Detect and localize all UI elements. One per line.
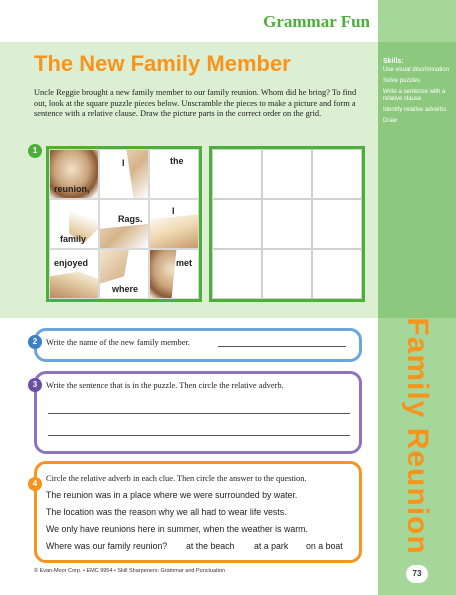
puzzle-piece bbox=[149, 149, 199, 199]
answer-choice[interactable]: on a boat bbox=[306, 541, 343, 551]
step-number-badge: 4 bbox=[28, 477, 42, 491]
puzzle-word: I bbox=[122, 158, 125, 168]
puzzle-word: met bbox=[175, 258, 192, 268]
dog-photo-fragment bbox=[100, 200, 148, 248]
section-title: Grammar Fun bbox=[263, 12, 370, 31]
skills-list bbox=[383, 58, 451, 129]
step-number-badge: 3 bbox=[28, 378, 42, 392]
scrambled-puzzle bbox=[46, 146, 202, 302]
answer-cell[interactable] bbox=[212, 249, 262, 299]
puzzle-word: where bbox=[112, 284, 139, 294]
skill-item: Use visual discrimination bbox=[383, 67, 450, 73]
puzzle-piece bbox=[49, 199, 99, 249]
answer-line[interactable] bbox=[48, 435, 350, 436]
puzzle-piece bbox=[99, 199, 149, 249]
footer-credit: © Evan-Moor Corp. • EMC 9954 • Skill Sharpeners: Grammar and Punctuation bbox=[34, 568, 226, 574]
question-4-text: Circle the relative adverb in each clue. Then circle the answer to the question. bbox=[46, 474, 307, 483]
answer-drawing-grid[interactable] bbox=[209, 146, 365, 302]
clue-sentence[interactable]: The location was the reason why we all had to wear life vests. bbox=[46, 507, 287, 517]
skill-item: Solve puzzles bbox=[383, 78, 421, 84]
puzzle-piece bbox=[49, 249, 99, 299]
question-2-text: Write the name of the new family member. bbox=[46, 338, 190, 347]
puzzle-word: family bbox=[60, 234, 87, 244]
puzzle-piece bbox=[149, 249, 199, 299]
puzzle-word: enjoyed bbox=[54, 258, 89, 268]
answer-line[interactable] bbox=[218, 346, 346, 347]
puzzle-word: reunion, bbox=[54, 184, 90, 194]
step-number-badge: 2 bbox=[28, 335, 42, 349]
answer-cell[interactable] bbox=[312, 149, 362, 199]
answer-cell[interactable] bbox=[262, 199, 312, 249]
puzzle-word: I bbox=[172, 206, 175, 216]
puzzle-piece bbox=[99, 149, 149, 199]
answer-cell[interactable] bbox=[312, 249, 362, 299]
answer-cell[interactable] bbox=[262, 149, 312, 199]
answer-choice[interactable]: at a park bbox=[254, 541, 289, 551]
clue-sentence[interactable]: We only have reunions here in summer, when the weather is warm. bbox=[46, 524, 308, 534]
skill-item: Draw bbox=[383, 118, 398, 124]
answer-cell[interactable] bbox=[212, 199, 262, 249]
step-number-badge: 1 bbox=[28, 144, 42, 158]
answer-cell[interactable] bbox=[262, 249, 312, 299]
answer-cell[interactable] bbox=[212, 149, 262, 199]
puzzle-word: the bbox=[170, 156, 184, 166]
answer-choice[interactable]: at the beach bbox=[186, 541, 235, 551]
vertical-title-text: Family Reunion bbox=[401, 317, 434, 555]
vertical-title bbox=[396, 317, 438, 555]
answer-line[interactable] bbox=[48, 413, 350, 414]
skill-item: Write a sentence with a relative clause bbox=[383, 89, 446, 102]
instructions: Uncle Reggie brought a new family member to our family reunion. Whom did he bring? To find out, look at the square puzzle pieces below. Unscramble the pieces to make a picture and form a sentence with a relative clause. Draw the picture parts in the correct order on the grid. bbox=[34, 88, 357, 119]
clue-question: Where was our family reunion? bbox=[46, 541, 168, 551]
puzzle-piece bbox=[149, 199, 199, 249]
answer-cell[interactable] bbox=[312, 199, 362, 249]
puzzle-piece bbox=[49, 149, 99, 199]
clue-sentence[interactable]: The reunion was in a place where we were surrounded by water. bbox=[46, 490, 298, 500]
skill-item: Identify relative adverbs bbox=[383, 107, 447, 113]
puzzle-piece bbox=[99, 249, 149, 299]
page-number: 73 bbox=[406, 565, 428, 583]
question-3-text: Write the sentence that is in the puzzle. Then circle the relative adverb. bbox=[46, 381, 284, 390]
page-title: The New Family Member bbox=[34, 51, 291, 76]
skills-title: Skills: bbox=[383, 58, 404, 65]
puzzle-word: Rags. bbox=[118, 214, 143, 224]
